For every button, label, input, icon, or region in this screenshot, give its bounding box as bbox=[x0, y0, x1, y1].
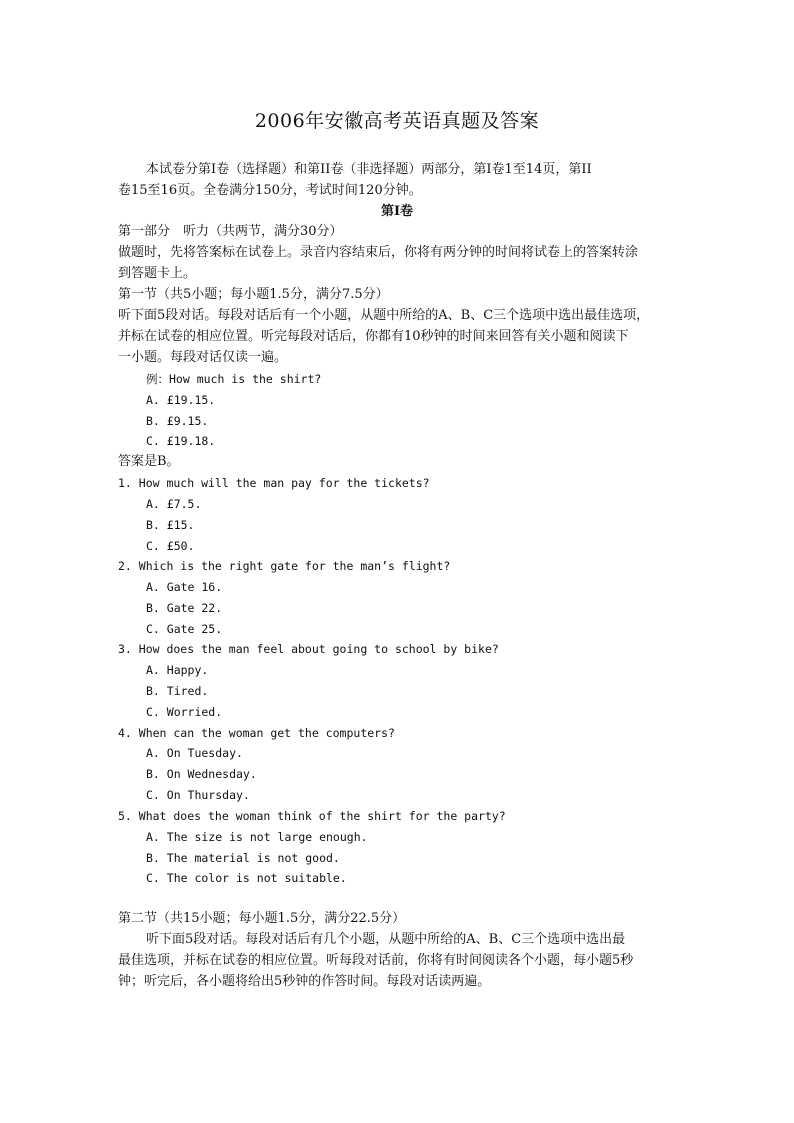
question-2-option-a: A. Gate 16. bbox=[146, 580, 223, 594]
question-1: 1. How much will the man pay for the tickets? bbox=[118, 476, 430, 490]
question-5-option-b: B. The material is not good. bbox=[146, 851, 340, 865]
example-option-a: A. £19.15. bbox=[146, 393, 216, 407]
section-2-heading: 第二节（共15小题；每小题1.5分，满分22.5分） bbox=[118, 911, 406, 926]
example-answer: 答案是B。 bbox=[118, 454, 180, 469]
question-2-option-c: C. Gate 25. bbox=[146, 622, 223, 636]
question-5: 5. What does the woman think of the shirt for the party? bbox=[118, 809, 506, 823]
question-2: 2. Which is the right gate for the man’s flight? bbox=[118, 559, 451, 573]
example-option-b: B. £9.15. bbox=[146, 414, 209, 428]
question-4-option-a: A. On Tuesday. bbox=[146, 746, 243, 760]
question-1-option-b: B. £15. bbox=[146, 518, 195, 532]
section-2-instruction-line-2: 最佳选项，并标在试卷的相应位置。听每段对话前，你将有时间阅读各个小题，每小题5秒 bbox=[118, 953, 634, 968]
section-1-instruction-line-1: 听下面5段对话。每段对话后有一个小题，从题中所给的A、B、C三个选项中选出最佳选项， bbox=[118, 308, 650, 323]
question-5-option-a: A. The size is not large enough. bbox=[146, 830, 368, 844]
part-1-heading: 第一部分 听力（共两节，满分30分） bbox=[118, 224, 343, 239]
question-5-option-c: C. The color is not suitable. bbox=[146, 871, 347, 885]
section-2-instruction-line-3: 钟；听完后，各小题将给出5秒钟的作答时间。每段对话读两遍。 bbox=[118, 974, 491, 989]
question-3-option-a: A. Happy. bbox=[146, 663, 209, 677]
example-option-c: C. £19.18. bbox=[146, 434, 216, 448]
question-1-option-a: A. £7.5. bbox=[146, 497, 202, 511]
example-question: 例：How much is the shirt? bbox=[146, 372, 322, 386]
question-2-option-b: B. Gate 22. bbox=[146, 601, 223, 615]
question-3: 3. How does the man feel about going to school by bike? bbox=[118, 642, 499, 656]
question-4: 4. When can the woman get the computers? bbox=[118, 726, 395, 740]
part-1-instruction-line-2: 到答题卡上。 bbox=[118, 266, 197, 281]
question-3-option-b: B. Tired. bbox=[146, 684, 209, 698]
section-1-instruction-line-2: 并标在试卷的相应位置。听完每段对话后，你都有10秒钟的时间来回答有关小题和阅读下 bbox=[118, 329, 629, 344]
question-1-option-c: C. £50. bbox=[146, 539, 195, 553]
volume-1-heading: 第Ⅰ卷 bbox=[380, 204, 414, 219]
document-title: 2006年安徽高考英语真题及答案 bbox=[254, 110, 540, 132]
question-4-option-b: B. On Wednesday. bbox=[146, 767, 257, 781]
section-1-heading: 第一节（共5小题；每小题1.5分，满分7.5分） bbox=[118, 287, 389, 302]
question-4-option-c: C. On Thursday. bbox=[146, 788, 250, 802]
intro-line-2: 卷15至16页。全卷满分150分，考试时间120分钟。 bbox=[118, 183, 422, 198]
part-1-instruction-line-1: 做题时，先将答案标在试卷上。录音内容结束后，你将有两分钟的时间将试卷上的答案转涂 bbox=[118, 245, 639, 260]
intro-line-1: 本试卷分第Ⅰ卷（选择题）和第II卷（非选择题）两部分，第Ⅰ卷1至14页，第II bbox=[146, 162, 592, 177]
question-3-option-c: C. Worried. bbox=[146, 705, 223, 719]
section-1-instruction-line-3: 一小题。每段对话仅读一遍。 bbox=[118, 350, 288, 365]
section-2-instruction-line-1: 听下面5段对话。每段对话后有几个小题，从题中所给的A、B、C三个选项中选出最 bbox=[146, 932, 626, 947]
